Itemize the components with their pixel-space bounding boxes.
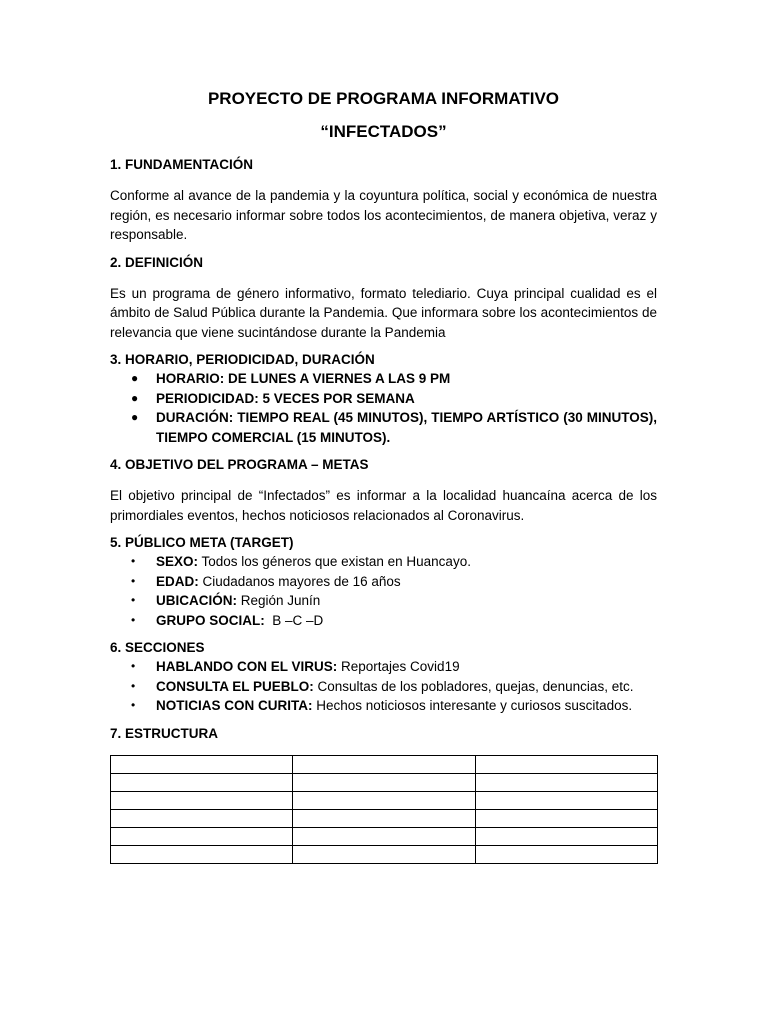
section-text-objetivo: El objetivo principal de “Infectados” es informar a la localidad huancaína acerca de los primordiales eventos, hechos noticiosos relacionados al Coronavirus. (110, 488, 657, 523)
table-cell (111, 791, 293, 809)
table-cell (475, 773, 657, 791)
list-item: ● PERIODICIDAD: 5 VECES POR SEMANA (131, 389, 657, 409)
table-row (111, 809, 658, 827)
table-cell (475, 809, 657, 827)
list-item: ● DURACIÓN: TIEMPO REAL (45 MINUTOS), TIEMPO ARTÍSTICO (30 MINUTOS), TIEMPO COMERCIAL (15 MINUTOS). (131, 410, 657, 445)
list-item: • SEXO: Todos los géneros que existan en Huancayo. (131, 552, 657, 572)
list-item: • UBICACIÓN: Región Junín (131, 591, 657, 611)
secciones-list (110, 657, 657, 716)
table-cell (111, 827, 293, 845)
section-heading-definicion: 2. DEFINICIÓN (110, 254, 204, 270)
section-heading-secciones: 6. SECCIONES (110, 640, 205, 655)
bullet-icon: • (131, 593, 136, 607)
bullet-icon: • (131, 554, 136, 568)
publico-meta-list (110, 552, 657, 630)
table-cell (475, 791, 657, 809)
list-item: • CONSULTA EL PUEBLO: Consultas de los pobladores, quejas, denuncias, etc. (131, 677, 657, 697)
table-row (111, 827, 658, 845)
table-cell (475, 827, 657, 845)
section-heading-objetivo: 4. OBJETIVO DEL PROGRAMA – METAS (110, 457, 369, 472)
bullet-icon: ● (131, 390, 139, 405)
section-heading-horario: 3. HORARIO, PERIODICIDAD, DURACIÓN (110, 352, 375, 367)
table-cell (293, 773, 475, 791)
section-text-fundamentacion: Conforme al avance de la pandemia y la coyuntura política, social y económica de nuestra región, es necesario informar sobre todos los acontecimientos, de manera objetiva, veraz y responsable. (110, 188, 657, 242)
list-item: • GRUPO SOCIAL: B –C –D (131, 611, 657, 631)
bullet-icon: • (131, 698, 136, 712)
table-cell (293, 755, 475, 773)
table-cell (475, 755, 657, 773)
bullet-icon: • (131, 678, 136, 693)
table-cell (293, 845, 475, 863)
table-cell (111, 845, 293, 863)
list-item: • EDAD: Ciudadanos mayores de 16 años (131, 572, 657, 592)
section-heading-publico-meta: 5. PÚBLICO META (TARGET) (110, 535, 294, 550)
table-cell (111, 755, 293, 773)
bullet-icon: • (131, 573, 136, 588)
table-row (111, 791, 658, 809)
table-cell (475, 845, 657, 863)
bullet-icon: • (131, 612, 136, 627)
section-heading-fundamentacion: 1. FUNDAMENTACIÓN (110, 157, 253, 172)
horario-list (110, 369, 657, 447)
list-item: • NOTICIAS CON CURITA: Hechos noticiosos interesante y curiosos suscitados. (131, 696, 657, 716)
bullet-icon: • (131, 659, 136, 673)
document-title: PROYECTO DE PROGRAMA INFORMATIVO (207, 89, 560, 108)
document-subtitle: “INFECTADOS” (320, 122, 447, 141)
list-item: ● HORARIO: DE LUNES A VIERNES A LAS 9 PM (131, 369, 657, 389)
section-heading-estructura: 7. ESTRUCTURA (110, 725, 219, 741)
list-item: • HABLANDO CON EL VIRUS: Reportajes Covid19 (131, 657, 657, 677)
table-cell (111, 809, 293, 827)
table-row (111, 773, 658, 791)
table-cell (293, 791, 475, 809)
table-cell (293, 809, 475, 827)
estructura-table (110, 755, 658, 864)
table-row (111, 845, 658, 863)
table-cell (111, 773, 293, 791)
section-text-definicion: Es un programa de género informativo, formato telediario. Cuya principal cualidad es el ámbito de Salud Pública durante la Pandemia. Que informara sobre los acontecimientos de relevancia que viene sucintándose durante la Pandemia (110, 285, 657, 340)
bullet-icon: ● (131, 410, 139, 424)
bullet-icon: ● (131, 371, 139, 385)
table-row (111, 755, 658, 773)
table-cell (293, 827, 475, 845)
